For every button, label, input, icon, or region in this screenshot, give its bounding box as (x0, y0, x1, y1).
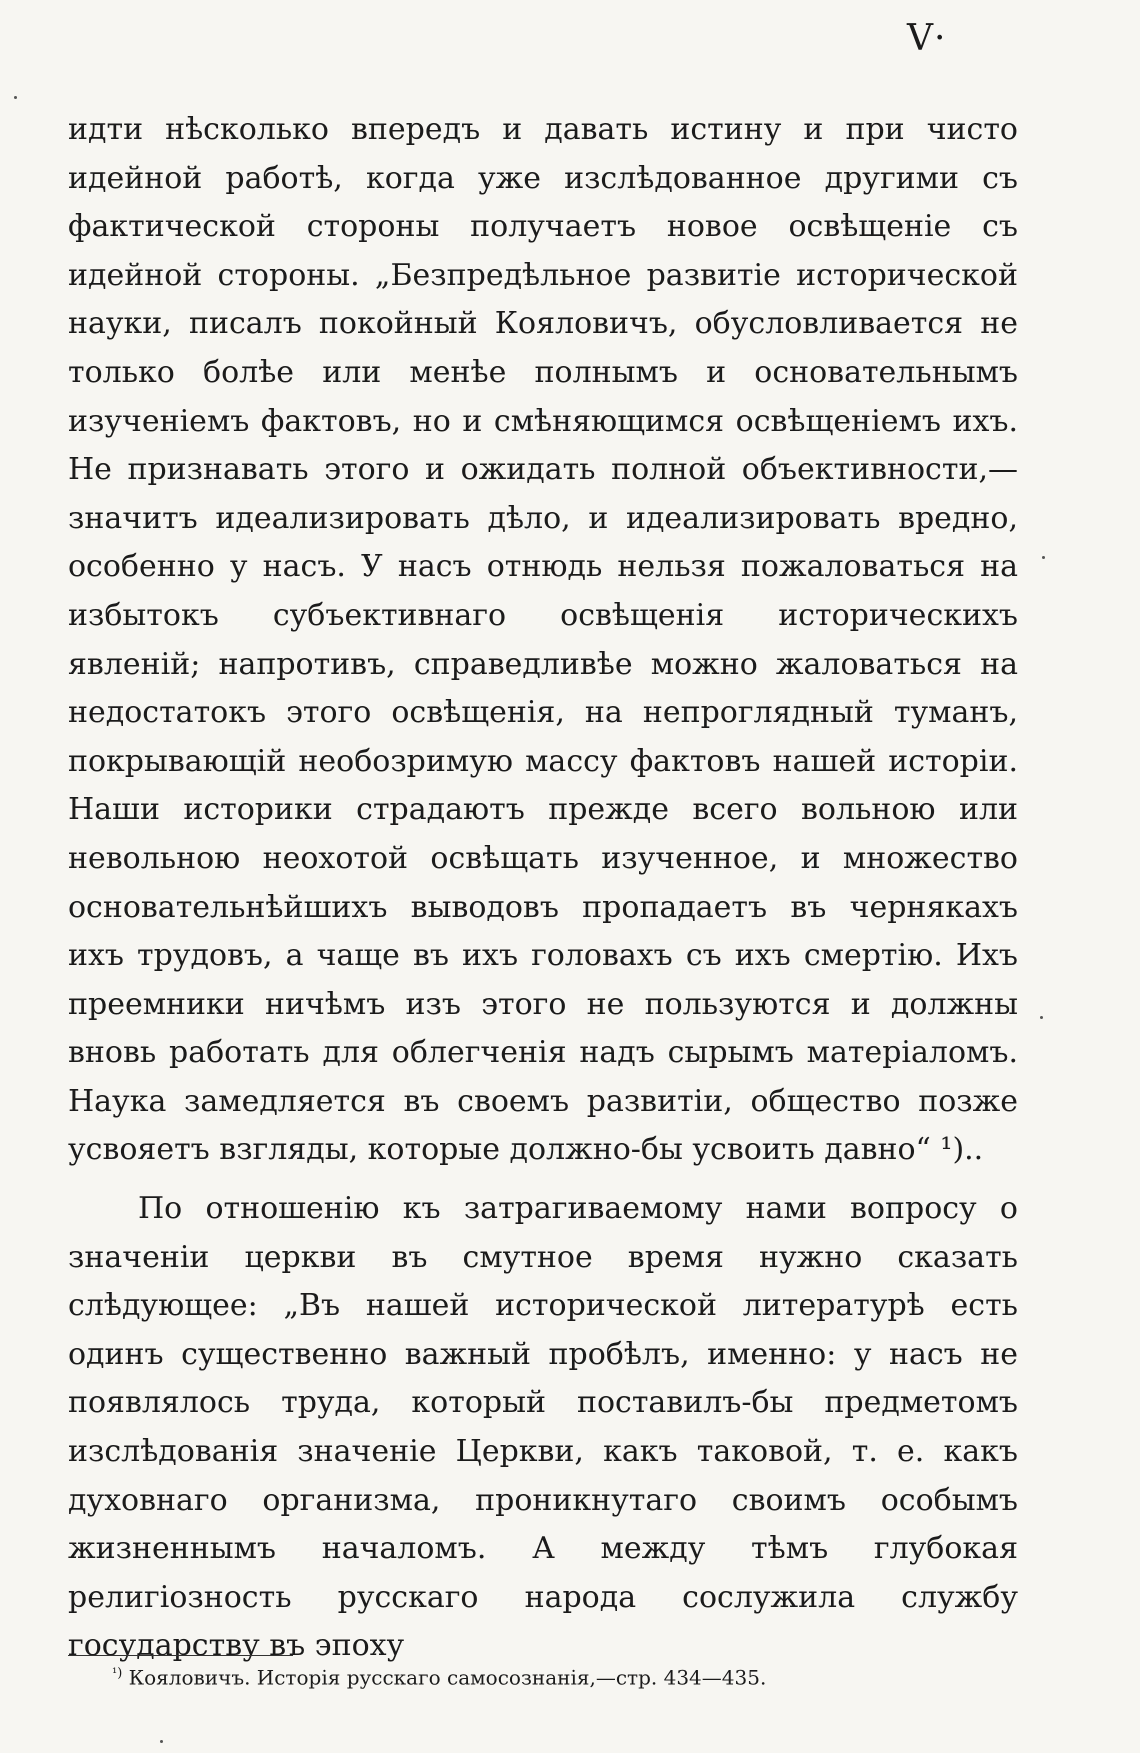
paragraph-1: идти нѣсколько впередъ и давать истину и при чисто идейной работѣ, когда уже изслѣдованное другими съ фактической стороны получаетъ новое освѣщеніе съ идейной стороны. „Безпредѣльное развитіе исторической науки, писалъ покойный Кояловичъ, обусловливается не только болѣе или менѣе полнымъ и основательнымъ изученіемъ фактовъ, но и смѣняющимся освѣщеніемъ ихъ. Не признавать этого и ожидать полной объективности,— значитъ идеализировать дѣло, и идеализировать вредно, особенно у насъ. У насъ отнюдь нельзя пожаловаться на избытокъ субъективнаго освѣщенія историческихъ явленій; напротивъ, справедливѣе можно жаловаться на недостатокъ этого освѣщенія, на непроглядный туманъ, покрывающій необозримую массу фактовъ нашей исторіи. Наши историки страдаютъ прежде всего вольною или невольною неохотой освѣщать изученное, и множество основательнѣйшихъ выводовъ пропадаетъ въ чернякахъ ихъ трудовъ, а чаще въ ихъ головахъ съ ихъ смертію. Ихъ преемники ничѣмъ изъ этого не пользуются и должны вновь работать для облегченія надъ сырымъ матеріаломъ. Наука замедляется въ своемъ развитіи, общество позже усвояетъ взгляды, которые должно-бы усвоить давно“ ¹).. (68, 112, 1018, 1168)
footnote-text: Кояловичъ. Исторія русскаго самосознанія,—стр. 434—435. (128, 1665, 767, 1690)
footnote-divider (68, 1655, 293, 1656)
scan-speck (160, 1740, 163, 1743)
page-number: V· (907, 18, 947, 59)
scan-speck (14, 96, 17, 99)
body-text (68, 106, 1018, 1671)
footnote-marker: ¹) (112, 1666, 123, 1681)
paragraph-2: По отношенію къ затрагиваемому нами вопросу о значеніи церкви въ смутное время нужно сказать слѣдующее: „Въ нашей исторической литературѣ есть одинъ существенно важный пробѣлъ, именно: у насъ не появлялось труда, который поставилъ-бы предметомъ изслѣдованія значеніе Церкви, какъ таковой, т. е. какъ духовнаго организма, проникнутаго своимъ особымъ жизненнымъ началомъ. А между тѣмъ глубокая религіозность русскаго народа сослужила службу государству въ эпоху (68, 1191, 1018, 1664)
scan-speck (1042, 556, 1045, 559)
scan-speck (1040, 1016, 1043, 1019)
footnote (112, 1660, 992, 1692)
